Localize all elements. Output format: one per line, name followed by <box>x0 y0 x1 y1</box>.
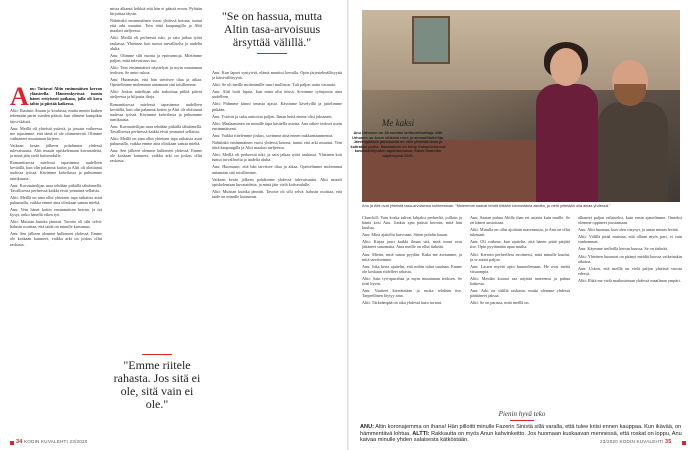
paragraph: Altti: Meidän kotona saa näyttää tunteensa ja puhua kaikesta. <box>470 275 570 287</box>
me-kaksi-box <box>350 118 446 159</box>
paragraph: Anu: Vaikka riitelemme joskus, sovimme aina ennen nukkumaanmenoa. <box>212 132 334 138</box>
left-column-3 <box>212 70 342 436</box>
paragraph: Anu: Altti hoiti lapsia, kun minä olin töissä. Sovimme työnjaosta aina uudelleen. <box>212 89 342 100</box>
paragraph: Vaikean kesän jälkeen pohdimme yhdessä tulevaisuutta. Altti muutti opiskelemaan kuvataidetta, ja minä jäin vielä kotiseudulle. <box>10 142 102 159</box>
paragraph: Altti: Kirjaa juuri kaikki ilman sitä, mitä muut ovat jättäneet sanomatta. Aina meille on ollut tärkeää. <box>362 239 462 250</box>
paragraph: Anu: Kuvataiteilijan uraa tehdään pitkällä tähtäimellä. Tavallisessa perheessä kaikki eivät ymmärrä sellaista. <box>110 123 202 134</box>
right-column-3 <box>578 215 682 405</box>
right-column-1 <box>362 215 462 405</box>
pull-quote-top <box>212 10 332 58</box>
paragraph: Anu: Minä ajattelin kasvoaan. Sitten pohdin kauan. <box>362 232 449 238</box>
paragraph: Altti: Ehkä me vielä matkustetaan yhdessä maailman ympäri. <box>578 277 681 283</box>
paragraph: Anu: Sen jälkeen olemme kulkeneet yhdessä. Emme ole koskaan katuneet, vaikka arki on joskus ollut raskasta. <box>10 231 102 247</box>
hint-anu-label: ANU: <box>360 424 374 430</box>
paragraph: Churchill: Vain koska tulivat lahjaksi perheeltä, joilloin ja häntä kosi Anu. Jonkin ajan päästä kerroin, mitä hän kuuluu. <box>362 215 462 231</box>
paragraph: Altti: Minulla on ollut ajoittain masennusta, ja Anu on ollut tukenani. <box>470 227 570 238</box>
pull-quote-text: "Emme riitele rahasta. Jos sitä ei ole, sitä vain ei ole." <box>113 358 201 411</box>
paragraph: Altti: Se oli meille molemmille suuri mullistus. Tuli paljon uutta vastuuta. <box>212 82 336 88</box>
paragraph: Anu: Saatan puhua Altille ihan eri asiasta kuin muille. Se on hänen ansioitaan. <box>470 215 570 226</box>
paragraph: Altti: Kerroin perheelleni avoimesti, mitä minulle kuului, ja se auttoi paljon. <box>470 251 570 262</box>
left-column-1 <box>10 86 102 436</box>
page-marker <box>10 441 14 445</box>
paragraph: Altti: Pidimme kiinni omasta ajasta. Kävimme kävelyillä ja juttelimme pitkään. <box>212 101 342 112</box>
paragraph: Anu: Käymme treffeillä kerran kuussa. Se on tärkeää. <box>578 246 669 252</box>
paragraph: Altti: Maalaaminen on minulle tapa käsitellä asioita. Anu näkee teokset usein ensimmäisenä. <box>212 120 342 131</box>
paragraph: Altti: Se on parasta, mitä meillä on. <box>470 300 530 306</box>
footer-text: 23/2020 KODIN KUVALEHTI <box>600 439 664 444</box>
paragraph: Anu: Ystävät ja suku auttoivat paljon. Ilman heitä emme olisi jaksaneet. <box>212 113 333 119</box>
paragraph: Altti: Tärkeämpää on aika yhdessä kuin tavarat. <box>362 300 443 306</box>
paragraph: Altti: Meillä on aina ollut yhteinen tapa ratkaista asiat puhumalla, vaikka emme aina olisikaan samaa mieltä. <box>10 194 102 205</box>
paragraph: Vaikean kesän jälkeen pohdimme yhdessä tulevaisuutta. Altti muutti opiskelemaan kuvataidetta, ja minä jäin vielä kotiseudulle. <box>212 176 342 187</box>
paragraph: Altti: Tein ensimmäiset näyttelyni ja myin muutaman teoksen. Se antoi uskoa. <box>110 64 202 76</box>
photo-caption: Anu ja Altti ovat yhteistä tasa-arvoisesta suhteestaan. "Molemmat saavat tehdä töitään kiinnostavia asioita, ja vielä yritetään olla aikaa yhdessä." <box>362 203 611 208</box>
pull-quote-text: "Se on hassua, mutta Altin tasa-arvoisuus ärsyttää välillä." <box>221 9 323 49</box>
paragraph: Anu: Arki on välillä raskasta, mutta olemme yhdessä päättäneet jaksaa. <box>470 288 570 299</box>
paragraph: Anu: Kun lapset syntyivät, elämä muuttui kerralla. Opin järjestelmällisyyttä ja kärsivällisyyttä. <box>212 70 342 81</box>
paragraph: Anu: Lasten myötä opin kuuntelemaan. He ovat meitä viisaampia. <box>470 263 570 274</box>
paragraph: Altti: Välillä pitää muistaa, että ollaan myös pari, ei vain vanhemmat. <box>578 234 682 245</box>
hint-altti-text: Rakkautta on myös Anun kahvinkeitto. Jos huomaan kuskaavan mennessä, että roskat on loppu, Anu kaivaa minulle yhden salaisesta kätköstään. <box>360 430 682 444</box>
page-marker <box>682 441 686 445</box>
paragraph: Anu: Altti huomaa, kun olen väsynyt, ja antaa minun levätä. <box>578 227 679 233</box>
paragraph: Altti: Meillä oli perheestä tuki, ja sain jatkaa työtä rauhassa. Yhteinen koti tuntui turvalliselta ja uudelta alulta. <box>110 35 202 51</box>
paragraph: Anu: Uskon, että meillä on vielä paljon yhteisiä vuosia edessä. <box>578 265 682 276</box>
paragraph: Anu: Huomasin, että hän tarvitsee tilaa ja aikaa. Opettelimme molemmat antamaan sitä toisillemme. <box>212 164 342 175</box>
right-footer <box>600 439 672 445</box>
hint-altti-label: ALTTI: <box>412 430 430 437</box>
footer-text: KODIN KUVALEHTI 23/2020 <box>24 439 88 444</box>
hint-title: Pienin hyvä teko <box>498 410 546 418</box>
paragraph: Anu: Mietin, mitä sanon pyydän. Kuka me asetamme, ja mitä tarvitsemme. <box>362 251 462 262</box>
paragraph: Romanttisessa mielessä tapasimme uudelleen keväällä, kun olin palannut kotiin ja Altti oli aloittanut uudessa työssä. Kävimme kahvilassa ja puhuimme tuntikausia. <box>110 101 202 122</box>
paragraph: Anu: Kuvataiteilijan uraa tehdään pitkällä tähtäimellä. Tavallisessa perheessä kaikki eivät ymmärrä sellaista. <box>10 182 102 193</box>
paragraph: Anu: Vaatteet kierrätetään ja ruoka tehdään itse. Tarpeellinen löytyy aina. <box>362 288 462 299</box>
paragraph: Anu: Huomasin, että hän tarvitsee tilaa ja aikaa. Opettelimme molemmat antamaan sitä toisillemme. <box>110 77 202 88</box>
page-number: 35 <box>664 439 672 445</box>
hint-rule <box>510 420 534 421</box>
gutter <box>347 0 349 450</box>
paragraph: Altti: Muistan kuinka jännitti. Tavoite oli silti selvä: halusin osoittaa, että taide on minulle kutsumus. <box>212 188 342 199</box>
hint-anu-text: Altin koronajemma on ihana! Hän pilloitti minulle Fazerin Sinistä sillä varalla, että tulee kriisi ennen kauppaa. Kun ikävää, on hämmentävä lohtua. <box>360 424 682 437</box>
paragraph: Anu: Sen jälkeen olemme kulkeneet yhdessä. Emme ole koskaan katuneet, vaikka arki on joskus ollut raskasta. <box>110 148 202 164</box>
paragraph: Anu: Meillä oli yhteisiä ystäviä, ja jossain vaiheessa me tajusimme, että tämä ei ole ohimenevää. Olimme vaihtaneet muutaman kirjeen. <box>10 125 102 141</box>
paragraph: Altti: Ihastuin Anuun jo koulussa, mutta menin kaiken tekemään parin vuoden päästä, kun olimme kumpikin täysi-ikäisiä. <box>10 108 102 124</box>
paragraph: Altti: Joskus taiteilijan arki tarkoittaa pitkiä päiviä ateljeessa ja hiljaisia iltoja. <box>110 89 202 100</box>
pull-quote-rule <box>142 354 172 355</box>
paragraph: alkaneet paljon erilaiseksi, kuin ensin ajattelimme. Onneksi olemme oppineet joustamaan. <box>578 215 682 226</box>
left-column-2 <box>110 6 202 346</box>
dropcap-a: A <box>10 86 29 111</box>
paragraph: Nähtiinkö ensimmäinen vuosi yhdessä kotona, tuntui että arki muuttui. Tein töitä kaupungilla ja Altti maalasi ateljeessa. <box>110 18 202 34</box>
intro-lead: nu: Tuttavat Altin ensimmäisen kerran yläasteella. Hämeenkyrössä tunsin hänet erityisesti poikana, jolla oli kova tahto ja piirtää kaikessa. <box>29 86 102 107</box>
paragraph: Altti: Meillä oli perheestä tuki, ja sain jatkaa työtä rauhassa. Yhteinen koti tuntui turvalliselta ja uudelta alulta. <box>212 152 342 163</box>
right-column-2 <box>470 215 570 405</box>
photo-person-altti <box>592 50 672 202</box>
paragraph: Anu: Olimme silti nuoria ja epävarmoja. Mietimme paljon, mitä tulevaisuus tuo. <box>110 52 202 63</box>
couple-photo <box>362 10 680 202</box>
paragraph: mista alkanut leikkiä että hän ei päästä eroon. Pyhitän kirjoittaa täysin. <box>110 6 202 17</box>
pull-quote-rule <box>257 53 287 54</box>
left-footer <box>16 439 88 445</box>
sidebox-text: Anu Urhonen on 45-vuotias kulttuurituottaja. Altti Urhonen on Anun vihkimä mies ja ammattitaiteilija. Järvenpäässä pariskunta on viisi yhteistä lasta ja kotirakas perhe. Haastattelu on tehty Kaisaniemessä kuvataiteilijoiden tapahtumassa, Kaisa Saarelan näyttelyssä 2020. <box>350 131 446 158</box>
sidebox-title: Me kaksi <box>381 118 415 128</box>
paragraph: Altti: Yhteinen huumori on pitänyt meidät koossa vaikeinakin aikoina. <box>578 253 682 264</box>
paragraph: Anu: Oli vaikeaa, kun ajattelin, että hänen pitää pärjätä itse. Opin pyytämään apua muilta. <box>470 239 570 250</box>
paragraph: Altti: Meillä on aina ollut yhteinen tapa ratkaista asiat puhumalla, vaikka emme aina olisikaan samaa mieltä. <box>110 136 202 147</box>
paragraph: Altti: Muistan kuinka jännitti. Tavoite oli silti selvä: halusin osoittaa, että taide on minulle kutsumus. <box>10 219 102 230</box>
photo-painting <box>412 16 450 64</box>
page-number: 34 <box>16 439 23 445</box>
paragraph: Anu: Vein hänet kotiin ensimmäisen kerran, ja isä kysyi, onko hänellä oikea työ. <box>10 206 102 218</box>
paragraph: Anu: Joka kerta ajattelin, että mihin rahat saadaan. Emme ole koskaan riidelleet rahasta. <box>362 263 462 274</box>
paragraph: Altti: Sain työ-apurahaa ja myin muutaman teoksen. Se riitti hyvin. <box>362 275 462 287</box>
paragraph: Nähtiinkö ensimmäinen vuosi yhdessä kotona, tuntui että arki muuttui. Tein töitä kaupungilla ja Altti maalasi ateljeessa. <box>212 140 342 151</box>
pull-quote-bottom <box>112 350 202 411</box>
paragraph: Romanttisessa mielessä tapasimme uudelleen keväällä, kun olin palannut kotiin ja Altti oli aloittanut uudessa työssä. Kävimme kahvilassa ja puhuimme tuntikausia. <box>10 160 102 181</box>
